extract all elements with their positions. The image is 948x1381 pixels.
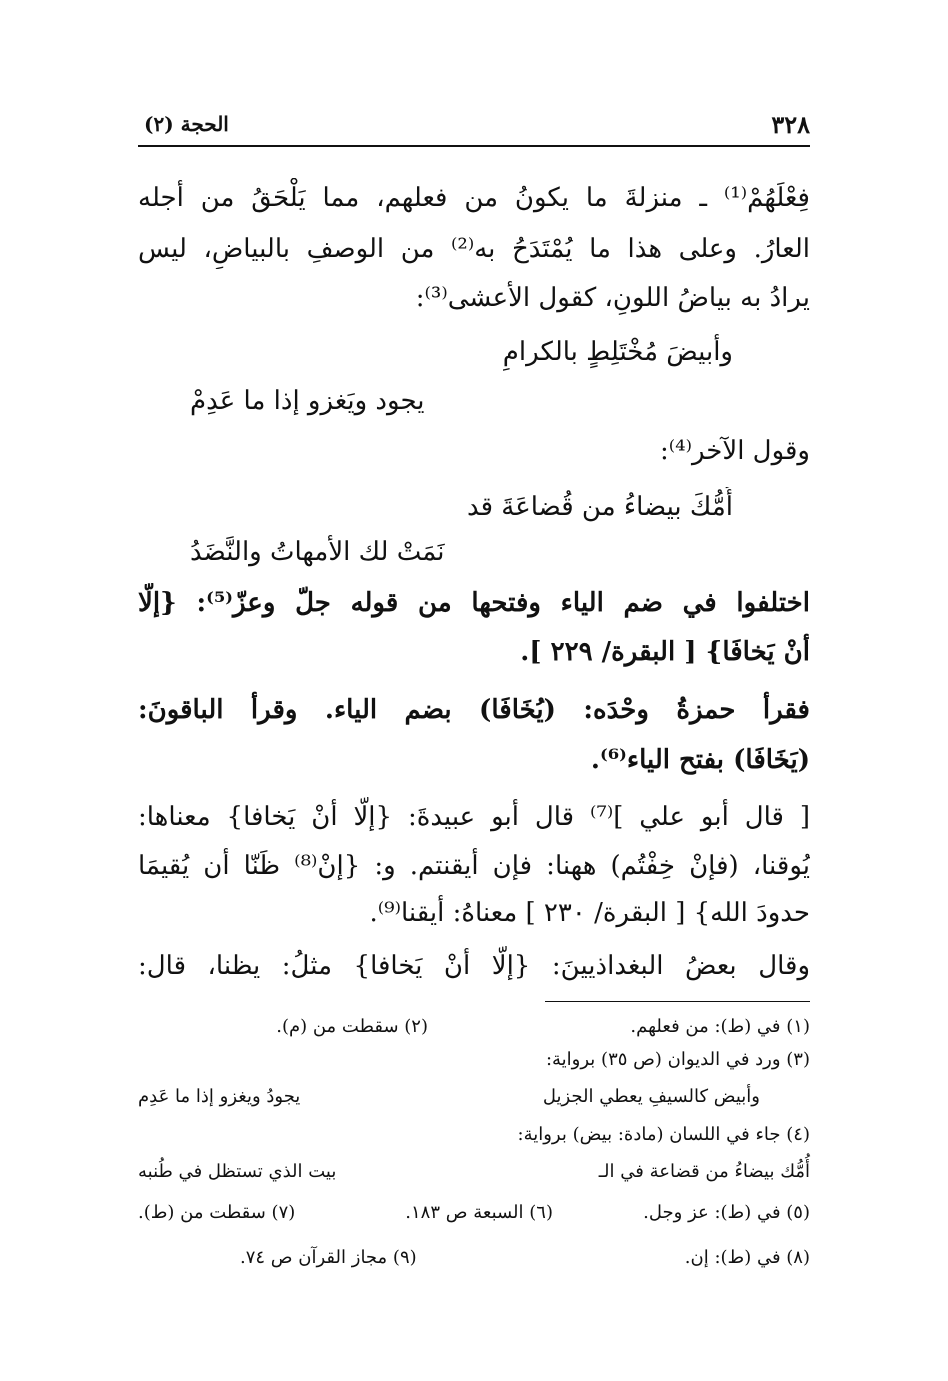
text-line: يُوقنا، (فإنْ خِفْتُم) ههنا: فإن أيقنتم. و: {إنْ⁽⁸⁾ ظَنّا أن يُقيمَا xyxy=(138,851,810,881)
footnote-verse: أُمُّك بيضاءُ من قضاعة في الـ xyxy=(598,1161,810,1182)
footnote-verse: وأبيض كالسيفِ يعطي الجزيل xyxy=(542,1086,760,1107)
text-line: فِعْلَهُمْ⁽¹⁾ ـ منزلةَ ما يكونُ من فعلهم، مما يَلْحَقُ من أجله xyxy=(138,183,810,213)
footnote: (١) في (ط): من فعلهم. xyxy=(630,1016,810,1037)
footnote: (٢) سقطت من (م). xyxy=(276,1016,428,1037)
footnote: (٨) في (ط): إن. xyxy=(684,1247,810,1268)
footnote: (٣) ورد في الديوان (ص ٣٥) برواية: xyxy=(545,1049,810,1070)
text-line: وقال بعضُ البغداذيينَ: {إلّا أنْ يَخافا} مثلُ: يظنا، قال: xyxy=(138,951,810,981)
text-line: فقرأ حمزةُ وحْدَه: (يُخَافَا) بضم الياء. وقرأ الباقونَ: xyxy=(138,695,810,725)
footnote: (٤) جاء في اللسان (مادة: بيض) برواية: xyxy=(517,1124,810,1145)
page-header xyxy=(138,110,810,144)
footnote-verse: بيت الذي تستظل في طُنبه xyxy=(138,1161,337,1182)
text-line: (يَخَافَا) بفتح الياء⁽⁶⁾. xyxy=(590,745,810,775)
verse-hemistich: نَمَتْ لك الأمهاتُ والنَّضَدُ xyxy=(190,537,445,567)
text-line: اختلفوا في ضم الياء وفتحها من قوله جلّ وعزّ⁽⁵⁾: {إلّا xyxy=(138,588,810,618)
running-title: الحجة (٢) xyxy=(144,112,229,136)
footnote: (٧) سقطت من (ط). xyxy=(138,1202,296,1223)
footnote: (٩) مجاز القرآن ص ٧٤. xyxy=(240,1247,417,1268)
text-line: [ قال أبو علي ]⁽⁷⁾ قال أبو عبيدةَ: {إلّا أنْ يَخافا} معناها: xyxy=(138,802,810,832)
header-rule xyxy=(138,145,810,147)
text-line: وقول الآخر⁽⁴⁾: xyxy=(659,436,810,466)
text-line: أنْ يَخافَا} [ البقرة/ ٢٢٩ ]. xyxy=(520,637,810,667)
verse-hemistich: يجود ويَغزو إذا ما عَدِمْ xyxy=(190,386,425,416)
footnote: (٦) السبعة ص ١٨٣. xyxy=(405,1202,553,1223)
footnote-rule xyxy=(545,1001,810,1002)
text-line: يرادُ به بياضُ اللونِ، كقول الأعشى⁽³⁾: xyxy=(415,283,810,313)
footnote-verse: يجودُ ويغزو إذا ما عَدِم xyxy=(138,1086,301,1107)
text-line: العارُ. وعلى هذا ما يُمْتَدَحُ به⁽²⁾ من الوصفِ بالبياضِ، ليس xyxy=(138,234,810,264)
page-number: ٣٢٨ xyxy=(771,110,810,139)
footnote: (٥) في (ط): عز وجل. xyxy=(643,1202,810,1223)
verse-hemistich: وأبيضَ مُخْتَلِطٍ بالكرامِ xyxy=(502,337,733,367)
text-line: حدودَ الله} [ البقرة/ ٢٣٠ ] معناهُ: أيقنا⁽⁹⁾. xyxy=(369,898,810,928)
verse-hemistich: أُمُّكَ بيضاءُ من قُضاعَةَ قد xyxy=(466,492,733,522)
